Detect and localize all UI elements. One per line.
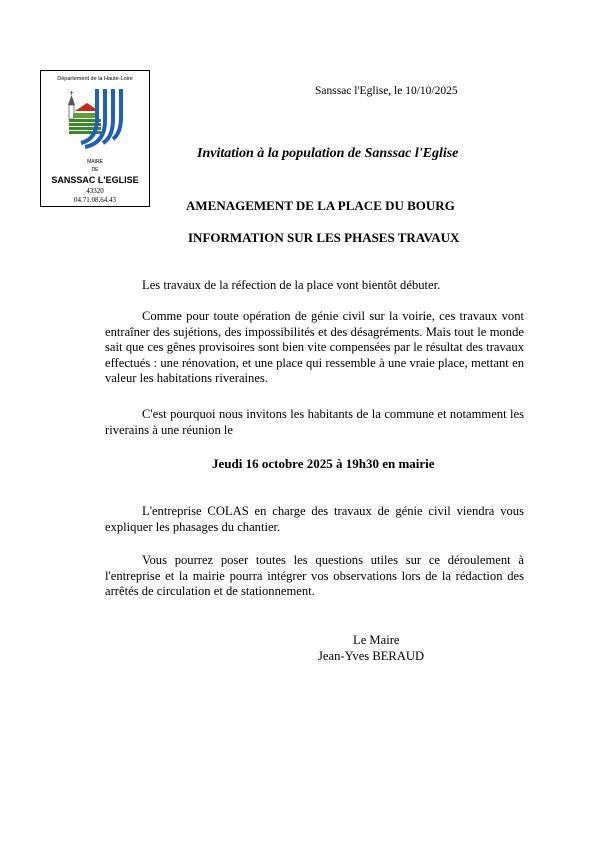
paragraph-intro: Les travaux de la réfection de la place vont bientôt débuter. bbox=[142, 278, 441, 292]
logo-commune-name: SANSSAC L'EGLISE bbox=[51, 175, 139, 185]
commune-emblem-icon bbox=[63, 85, 133, 149]
signer-title: Le Maire bbox=[353, 633, 400, 647]
logo-maire-text: MAIRE bbox=[87, 159, 103, 165]
invitation-title: Invitation à la population de Sanssac l'Eglise bbox=[197, 146, 459, 161]
mairie-logo bbox=[40, 70, 150, 207]
logo-de-text: DE bbox=[91, 167, 99, 173]
paragraph-colas: L'entreprise COLAS en charge des travaux de génie civil viendra vous expliquer les phasages du chantier. bbox=[105, 504, 524, 534]
logo-department-text: Département de la Haute-Loire bbox=[57, 76, 133, 82]
info-heading: INFORMATION SUR LES PHASES TRAVAUX bbox=[188, 230, 460, 245]
letter-dateline: Sanssac l'Eglise, le 10/10/2025 bbox=[315, 85, 458, 97]
paragraph-works: Comme pour toute opération de génie civil sur la voirie, ces travaux vont entraîner des sujétions, des impossibilités et des désagréments. Mais tout le monde sait que ces gênes provisoires sont bien vite compensées par le résultat des travaux effectués : une rénovation, et une place qui ressemble à une vraie place, mettant en valeur les habitations riveraines. bbox=[105, 309, 524, 385]
subject-heading: AMENAGEMENT DE LA PLACE DU BOURG bbox=[186, 198, 455, 213]
logo-postcode: 43320 bbox=[86, 187, 104, 195]
paragraph-questions: Vous pourrez poser toutes les questions utiles sur ce déroulement à l'entreprise et la mairie pourra intégrer vos observations lors de la rédaction des arrêtés de circulation et de stationnement. bbox=[105, 553, 524, 598]
logo-phone: 04.71.08.64.43 bbox=[74, 196, 116, 204]
signer-name: Jean-Yves BERAUD bbox=[318, 649, 425, 663]
paragraph-invite: C'est pourquoi nous invitons les habitants de la commune et notamment les riverains à une réunion le bbox=[105, 407, 524, 437]
meeting-datetime: Jeudi 16 octobre 2025 à 19h30 en mairie bbox=[212, 456, 435, 471]
